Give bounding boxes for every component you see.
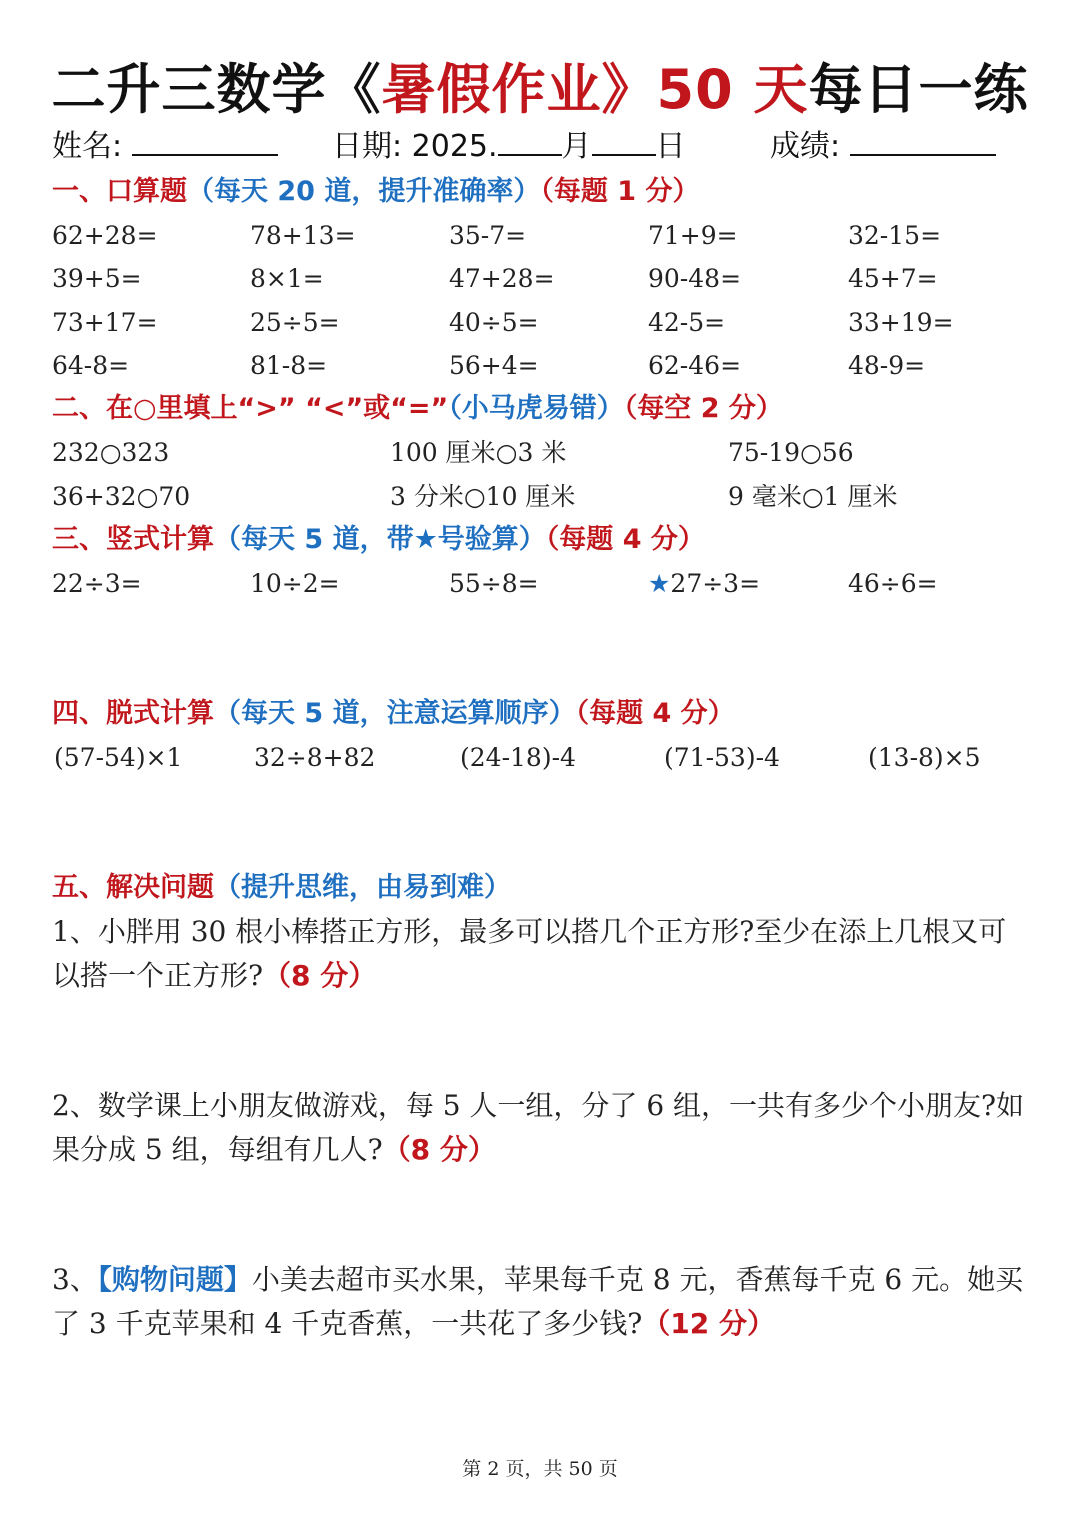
division-problem: 27÷3=	[670, 569, 761, 598]
expression: (71-53)-4	[664, 743, 780, 772]
day-blank[interactable]	[592, 128, 656, 156]
division-problem: 10÷2=	[250, 569, 340, 598]
month-blank[interactable]	[498, 128, 562, 156]
problem: 39+5=	[52, 264, 142, 293]
day-label: 日	[655, 129, 686, 164]
date-label: 日期: 2025.	[332, 129, 498, 164]
problem: 81-8=	[250, 351, 328, 380]
name-label: 姓名:	[52, 129, 123, 164]
page-title	[0, 58, 1080, 122]
section5-title: 五、解决问题	[52, 872, 214, 903]
division-problem: 46÷6=	[848, 569, 938, 598]
section3-heading	[52, 522, 705, 558]
question-text: 2、数学课上小朋友做游戏，每 5 人一组，分了 6 组，一共有多少个小朋友?如果分成 5 组，每组有几人?	[52, 1089, 1025, 1166]
compare-item: 9 毫米○1 厘米	[728, 482, 898, 511]
section3-points: （每题 4 分）	[545, 524, 705, 555]
expression: (57-54)×1	[54, 743, 183, 772]
section1-heading	[52, 174, 699, 210]
star-icon: ★	[648, 569, 671, 598]
score-field	[770, 128, 996, 165]
compare-item: 75-19○56	[728, 438, 854, 467]
problem: 32-15=	[848, 221, 942, 250]
question-points: （8 分）	[263, 959, 377, 992]
question-text: 小美去超市买水果，苹果每千克 8 元，香蕉每千克 6 元。她买了 3 千克苹果和 4 千克香蕉，一共花了多少钱?	[52, 1263, 1024, 1340]
problem: 62+28=	[52, 221, 158, 250]
section2-title: 二、在○里填上“>” “<”或“=”	[52, 393, 449, 424]
page-footer: 第 2 页，共 50 页	[462, 1458, 618, 1480]
section5-note: （提升思维，由易到难）	[214, 872, 511, 903]
title-part2: 暑假作业	[381, 58, 602, 121]
expression: (24-18)-4	[460, 743, 576, 772]
problem: 78+13=	[250, 221, 356, 250]
expression: 32÷8+82	[254, 743, 376, 772]
question-1	[52, 910, 1032, 998]
score-blank[interactable]	[850, 128, 996, 156]
score-label: 成绩:	[770, 129, 841, 164]
section2-note: （小马虎易错）	[448, 393, 624, 424]
problem: 71+9=	[648, 221, 738, 250]
section1-points: （每题 1 分）	[540, 176, 700, 207]
compare-item: 3 分米○10 厘米	[390, 482, 576, 511]
section4-heading	[52, 696, 735, 732]
name-field	[52, 128, 278, 165]
problem: 48-9=	[848, 351, 926, 380]
question-2	[52, 1084, 1032, 1172]
section5-heading	[52, 870, 511, 906]
section4-title: 四、脱式计算	[52, 698, 214, 729]
title-part4: 每日一练	[808, 58, 1029, 121]
problem: 40÷5=	[449, 308, 539, 337]
month-label: 月	[561, 129, 592, 164]
question-points: （12 分）	[642, 1307, 775, 1340]
problem: 73+17=	[52, 308, 158, 337]
question-text: 1、小胖用 30 根小棒搭正方形，最多可以搭几个正方形?至少在添上几根又可以搭一个正方形?	[52, 915, 1007, 992]
question-tag: 【购物问题】	[97, 1263, 252, 1296]
compare-item: 100 厘米○3 米	[390, 438, 567, 467]
section3-title: 三、竖式计算	[52, 524, 214, 555]
problem: 33+19=	[848, 308, 954, 337]
section4-note: （每天 5 道，注意运算顺序）	[214, 698, 576, 729]
problem: 8×1=	[250, 264, 324, 293]
division-problem: 22÷3=	[52, 569, 142, 598]
problem: 35-7=	[449, 221, 527, 250]
section1-title: 一、口算题	[52, 176, 187, 207]
section3-note: （每天 5 道，带★号验算）	[214, 524, 546, 555]
problem: 45+7=	[848, 264, 938, 293]
problem: 62-46=	[648, 351, 742, 380]
problem: 47+28=	[449, 264, 555, 293]
question-number: 3、	[52, 1263, 98, 1296]
problem: 64-8=	[52, 351, 130, 380]
title-part1: 二升三数学《	[51, 58, 382, 121]
date-field	[332, 128, 686, 165]
section2-points: （每空 2 分）	[623, 393, 783, 424]
expression: (13-8)×5	[868, 743, 981, 772]
title-part3: 》50 天	[601, 58, 809, 121]
section4-points: （每题 4 分）	[575, 698, 735, 729]
problem: 56+4=	[449, 351, 539, 380]
question-points: （8 分）	[382, 1133, 496, 1166]
problem: 42-5=	[648, 308, 726, 337]
section2-heading	[52, 391, 783, 427]
compare-item: 36+32○70	[52, 482, 191, 511]
section1-note: （每天 20 道，提升准确率）	[187, 176, 541, 207]
question-3	[52, 1258, 1032, 1346]
compare-item: 232○323	[52, 438, 170, 467]
name-blank[interactable]	[132, 128, 278, 156]
problem: 25÷5=	[250, 308, 340, 337]
problem: 90-48=	[648, 264, 742, 293]
division-problem: 55÷8=	[449, 569, 539, 598]
starred-problem	[648, 567, 760, 601]
